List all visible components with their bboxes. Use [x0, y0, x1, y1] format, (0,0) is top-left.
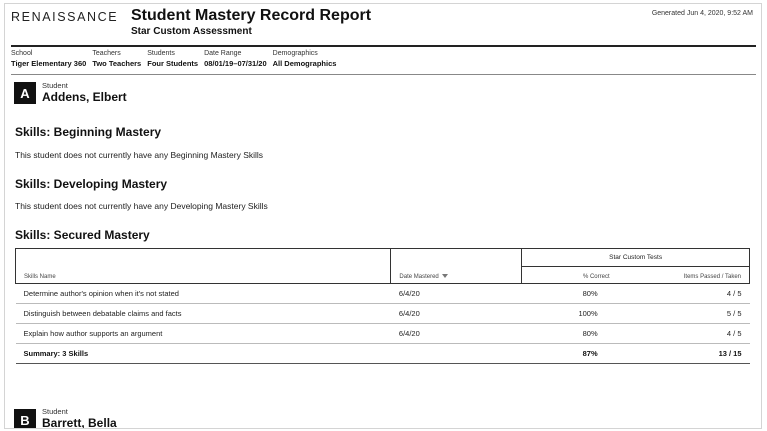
beginning-mastery-message: This student does not currently have any Beginning Mastery Skills	[15, 150, 264, 160]
renaissance-logo: RENAISSANCE	[11, 10, 119, 24]
skill-name-cell: Distinguish between debatable claims and facts	[16, 304, 391, 324]
date-mastered-cell: 6/4/20	[391, 284, 522, 304]
student-name: Addens, Elbert	[42, 90, 127, 104]
developing-mastery-message: This student does not currently have any Developing Mastery Skills	[15, 201, 268, 211]
filter-date-range	[204, 49, 267, 70]
report-page	[4, 3, 762, 429]
filter-teachers	[92, 49, 141, 70]
filter-students	[147, 49, 198, 70]
filter-value: All Demographics	[272, 59, 337, 68]
percent-correct-cell: 80%	[522, 284, 618, 304]
date-mastered-cell: 6/4/20	[391, 304, 522, 324]
filter-value: Four Students	[147, 59, 199, 68]
student-label: Student	[42, 407, 68, 416]
items-passed-cell: 4 / 5	[618, 284, 750, 304]
generated-timestamp: Generated Jun 4, 2020, 9:52 AM	[651, 10, 753, 17]
skill-name-cell: Determine author's opinion when it's not stated	[16, 284, 391, 304]
percent-correct-cell: 100%	[522, 304, 618, 324]
summary-label: Summary: 3 Skills	[16, 344, 391, 364]
student-name: Barrett, Bella	[42, 416, 117, 429]
secured-skills-table	[15, 248, 750, 364]
summary-items-passed: 13 / 15	[618, 344, 750, 364]
skill-name-header-cell	[16, 249, 391, 284]
date-mastered-header-cell[interactable]	[391, 249, 522, 284]
filter-divider	[11, 74, 756, 75]
table-row	[16, 284, 750, 304]
filter-demographics	[273, 49, 337, 70]
summary-percent-correct: 87%	[522, 344, 618, 364]
student-letter-badge: A	[14, 82, 36, 104]
secured-mastery-heading: Skills: Secured Mastery	[15, 228, 150, 242]
items-passed-cell: 4 / 5	[618, 324, 750, 344]
filter-label: School	[11, 50, 33, 57]
skill-name-cell: Explain how author supports an argument	[16, 324, 391, 344]
summary-row	[16, 344, 750, 364]
report-title: Student Mastery Record Report	[131, 7, 372, 24]
date-mastered-column-header[interactable]: Date Mastered	[399, 274, 439, 280]
sort-descending-icon[interactable]	[442, 274, 448, 278]
table-row	[16, 324, 750, 344]
developing-mastery-heading: Skills: Developing Mastery	[15, 177, 168, 191]
student-label: Student	[42, 81, 68, 90]
filter-label: Teachers	[92, 50, 121, 57]
beginning-mastery-heading: Skills: Beginning Mastery	[15, 125, 162, 139]
filter-label: Students	[147, 50, 175, 57]
items-passed-column-header: Items Passed / Taken	[618, 267, 750, 284]
report-filters	[11, 49, 342, 70]
header-divider	[11, 45, 756, 47]
skill-name-column-header: Skills Name	[24, 274, 56, 280]
filter-label: Date Range	[204, 50, 242, 57]
items-passed-cell: 5 / 5	[618, 304, 750, 324]
table-row	[16, 304, 750, 324]
filter-value: Two Teachers	[92, 59, 142, 68]
star-custom-tests-header: Star Custom Tests	[522, 249, 750, 267]
summary-date-cell	[391, 344, 522, 364]
report-subtitle: Star Custom Assessment	[131, 26, 252, 37]
date-mastered-cell: 6/4/20	[391, 324, 522, 344]
filter-value: 08/01/19–07/31/20	[204, 59, 267, 68]
filter-school	[11, 49, 86, 70]
percent-correct-cell: 80%	[522, 324, 618, 344]
filter-value: Tiger Elementary 360	[11, 59, 87, 68]
filter-label: Demographics	[272, 50, 318, 57]
percent-correct-column-header: % Correct	[522, 267, 618, 284]
student-letter-badge: B	[14, 409, 36, 429]
